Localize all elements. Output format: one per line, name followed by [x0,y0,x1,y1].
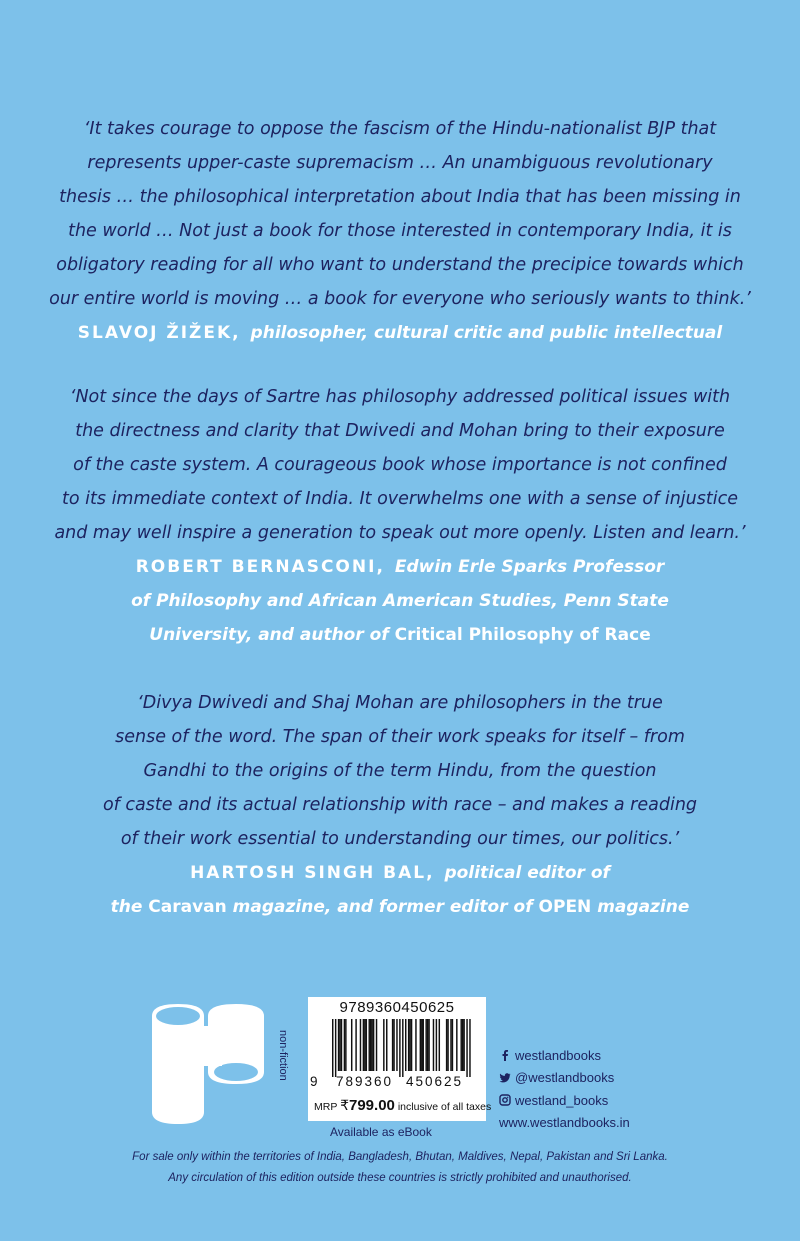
social-links [499,1044,630,1134]
quote-line: Gandhi to the origins of the term Hindu, from the question [143,761,657,781]
magazine-name: OPEN [538,897,592,917]
barcode-bar [386,1019,387,1071]
barcode-bar [405,1019,406,1071]
barcode-bar [341,1019,342,1071]
barcode-bar [411,1019,412,1071]
barcode-bar [463,1019,464,1071]
barcode-bar [469,1019,470,1077]
barcode-bar [446,1019,447,1071]
attribution-title: political editor of [444,863,610,883]
attribution-name: SLAVOJ ŽIŽEK, [77,323,241,343]
social-twitter[interactable] [499,1067,630,1090]
attribution-title: philosopher, cultural critic and public intellectual [250,323,723,343]
barcode-bar [339,1019,340,1071]
attribution-title: Edwin Erle Sparks Professor [394,557,665,577]
instagram-icon [499,1094,511,1106]
attribution-name: HARTOSH SINGH BAL, [190,863,435,883]
barcode-bar [408,1019,409,1071]
quote-line: thesis … the philosophical interpretation about India that has been missing in [59,187,741,207]
barcode-bar [415,1019,416,1071]
barcode-bar [428,1019,429,1071]
barcode-bar [402,1019,403,1077]
barcode-bar [421,1019,422,1071]
westland-logo-icon [150,1000,270,1126]
barcode-bar [447,1019,448,1071]
quote-line: ‘Not since the days of Sartre has philosophy addressed political issues with [69,387,731,407]
barcode-bar [396,1019,397,1071]
rupee-icon: ₹ [340,1097,349,1113]
barcode-bar [452,1019,453,1071]
barcode-bar [364,1019,365,1071]
quote-line: and may well inspire a generation to speak out more openly. Listen and learn.’ [54,523,746,543]
disclaimer-line: For sale only within the territories of India, Bangladesh, Bhutan, Maldives, Nepal, Pakistan and Sri Lanka. [132,1151,668,1163]
attribution-title-line [0,618,800,652]
barcode-bar [450,1019,451,1071]
quote-line: ‘Divya Dwivedi and Shaj Mohan are philosophers in the true [137,693,663,713]
social-label: westland_books [515,1092,609,1108]
attribution-title-part: magazine, and former editor of [226,897,539,917]
barcode-bar [433,1019,434,1071]
attribution-title-part: University, and author of [149,625,395,645]
barcode-bar [338,1019,339,1071]
social-label: @westlandbooks [515,1070,615,1086]
barcode-bar [376,1019,377,1071]
website-label: www.westlandbooks.in [499,1115,630,1131]
barcode-bar [466,1019,467,1077]
category-label: non-fiction [277,1030,289,1081]
isbn-digits-left: 789360 [336,1074,394,1089]
mrp-price: 799.00 [349,1097,395,1114]
barcode-bar [373,1019,374,1071]
quote-bal [0,686,800,924]
ebook-note: Available as eBook [330,1125,432,1139]
quote-line: the world … Not just a book for those interested in contemporary India, it is [68,221,732,241]
barcode-bar [332,1019,333,1077]
barcode-bars [314,1019,480,1077]
barcode-bar [420,1019,421,1071]
quote-line: of their work essential to understanding our times, our politics.’ [120,829,680,849]
website-link[interactable] [499,1112,630,1135]
quote-bernasconi [0,380,800,652]
barcode-bar [393,1019,394,1071]
attribution-title-part: magazine [591,897,690,917]
quote-line: sense of the word. The span of their work speaks for itself – from [115,727,685,747]
barcode-bar [351,1019,352,1071]
barcode-bar [371,1019,372,1071]
mrp-line [314,1097,491,1114]
barcode-bar [427,1019,428,1071]
quote-line: the directness and clarity that Dwivedi and Mohan bring to their exposure [75,421,725,441]
social-instagram[interactable] [499,1089,630,1112]
quote-attribution [0,856,800,890]
barcode-bar [409,1019,410,1071]
quote-line: represents upper-caste supremacism … An unambiguous revolutionary [87,153,713,173]
barcode-box [308,997,492,1121]
twitter-icon [499,1072,511,1084]
quote-line: of the caste system. A courageous book whose importance is not confined [73,455,727,475]
isbn-digits-right: 450625 [406,1074,464,1089]
barcode-bar [369,1019,370,1071]
quote-line: obligatory reading for all who want to understand the precipice towards which [56,255,744,275]
barcode-bar [360,1019,361,1071]
quote-line: our entire world is moving … a book for everyone who seriously wants to think.’ [49,289,751,309]
attribution-name: ROBERT BERNASCONI, [135,557,385,577]
barcode-bar [436,1019,437,1071]
barcode-bar [439,1019,440,1071]
quote-attribution [0,316,800,350]
sale-territory-disclaimer [0,1147,800,1189]
attribution-title-line: of Philosophy and African American Studies, Penn State [131,591,669,611]
barcode-bar [355,1019,356,1071]
barcode-bar [383,1019,384,1071]
barcode-bar [462,1019,463,1071]
facebook-icon [499,1049,511,1061]
attribution-title-part: the [110,897,149,917]
quote-zizek [0,112,800,350]
attribution-title-line [0,890,800,924]
barcode-bar [392,1019,393,1071]
barcode-bar [363,1019,364,1071]
barcode-bar [344,1019,345,1071]
isbn-number: 9789360450625 [339,999,455,1016]
social-facebook[interactable] [499,1044,630,1067]
magazine-name: Caravan [148,897,227,917]
barcode-bar [345,1019,346,1071]
barcode-bar [425,1019,426,1071]
barcode-bar [399,1019,400,1077]
quote-attribution [0,550,800,584]
quote-line: of caste and its actual relationship with race – and makes a reading [102,795,698,815]
isbn-digit-first: 9 [310,1074,318,1089]
westland-logo [150,1000,270,1126]
disclaimer-line: Any circulation of this edition outside these countries is strictly prohibited and unauthorised. [168,1172,632,1184]
barcode-bar [460,1019,461,1071]
barcode-bar [423,1019,424,1071]
tax-note: inclusive of all taxes [397,1101,492,1113]
mrp-label: MRP [314,1101,338,1113]
attribution-book-title: Critical Philosophy of Race [394,625,651,645]
barcode-bar [335,1019,336,1077]
barcode-bar [366,1019,367,1071]
quote-line: to its immediate context of India. It overwhelms one with a sense of injustice [62,489,738,509]
barcode-bar [370,1019,371,1071]
barcode-bar [456,1019,457,1071]
quote-line: ‘It takes courage to oppose the fascism of the Hindu-nationalist BJP that [83,119,717,139]
social-label: westlandbooks [515,1047,601,1063]
